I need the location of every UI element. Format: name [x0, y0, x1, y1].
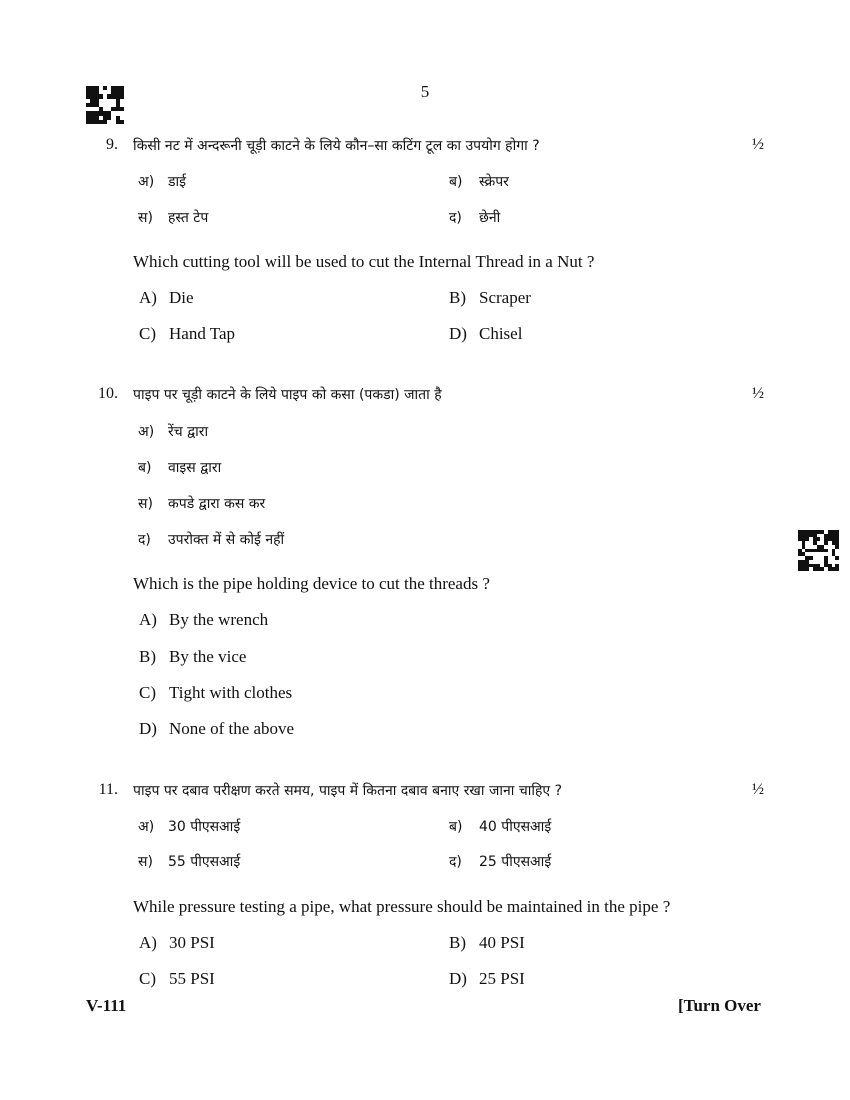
question-number: 11. — [98, 781, 118, 798]
option-hindi-a — [138, 422, 208, 441]
option-label: अ) — [138, 174, 155, 190]
option-text: रेंच द्वारा — [168, 424, 209, 440]
qr-cell — [835, 567, 839, 571]
option-english-c — [139, 683, 292, 703]
option-text: Scraper — [479, 288, 531, 307]
qr-cell — [120, 120, 124, 124]
option-text: उपरोक्त में से कोई नहीं — [168, 532, 285, 548]
option-hindi-b — [138, 458, 221, 477]
option-label: ब) — [449, 819, 463, 835]
option-english-c — [139, 969, 215, 989]
option-english-b — [449, 288, 531, 308]
option-label: द) — [449, 210, 462, 226]
option-label: D) — [449, 324, 467, 343]
option-label: B) — [449, 933, 466, 952]
option-english-c — [139, 324, 235, 344]
option-text: 25 पीएसआई — [479, 854, 552, 870]
option-label: अ) — [138, 819, 155, 835]
question-number: 10. — [98, 385, 118, 402]
question-marks: ½ — [752, 385, 764, 402]
option-label: A) — [139, 933, 157, 952]
question-text-hindi: पाइप पर दबाव परीक्षण करते समय, पाइप में कितना दबाव बनाए रखा जाना चाहिए ? — [133, 783, 563, 799]
option-text: हस्त टेप — [168, 210, 209, 226]
option-hindi-d — [138, 530, 284, 549]
option-text: 40 PSI — [479, 933, 525, 952]
option-text: छेनी — [479, 210, 501, 226]
option-text: None of the above — [169, 719, 295, 738]
option-label: द) — [449, 854, 462, 870]
option-text: वाइस द्वारा — [168, 460, 222, 476]
option-english-b — [139, 647, 246, 667]
question-marks: ½ — [752, 781, 764, 798]
option-english-d — [449, 969, 525, 989]
option-english-a — [139, 933, 215, 953]
option-hindi-c — [138, 494, 265, 513]
option-hindi-c — [138, 852, 240, 871]
option-english-d — [139, 719, 294, 739]
option-text: 30 पीएसआई — [168, 819, 241, 835]
option-text: 55 पीएसआई — [168, 854, 241, 870]
option-hindi-d — [449, 208, 500, 227]
option-english-a — [139, 288, 194, 308]
option-text: Die — [169, 288, 194, 307]
option-hindi-d — [449, 852, 551, 871]
question-text-hindi: पाइप पर चूड़ी काटने के लिये पाइप को कसा (पकडा) जाता है — [133, 387, 442, 403]
question-number: 9. — [106, 136, 118, 153]
option-english-a — [139, 610, 268, 630]
question-text-english: While pressure testing a pipe, what pressure should be maintained in the pipe ? — [133, 897, 671, 916]
option-hindi-c — [138, 208, 208, 227]
question-text-english: Which is the pipe holding device to cut the threads ? — [133, 574, 490, 593]
option-text: Hand Tap — [169, 324, 236, 343]
option-text: By the vice — [169, 647, 247, 666]
option-label: A) — [139, 610, 157, 629]
option-text: 25 PSI — [479, 969, 525, 988]
option-hindi-b — [449, 172, 509, 191]
question-text-hindi: किसी नट में अन्दरूनी चूड़ी काटने के लिये कौन–सा कटिंग टूल का उपयोग होगा ? — [133, 138, 540, 154]
option-hindi-a — [138, 817, 240, 836]
option-label: D) — [139, 719, 157, 738]
option-label: C) — [139, 969, 156, 988]
option-label: D) — [449, 969, 467, 988]
option-label: A) — [139, 288, 157, 307]
option-label: C) — [139, 324, 156, 343]
option-hindi-a — [138, 172, 186, 191]
option-text: कपडे द्वारा कस कर — [168, 496, 266, 512]
option-label: ब) — [449, 174, 463, 190]
question-text-english: Which cutting tool will be used to cut the Internal Thread in a Nut ? — [133, 252, 595, 271]
option-text: By the wrench — [169, 610, 269, 629]
option-label: B) — [449, 288, 466, 307]
paper-code: V-111 — [86, 996, 127, 1015]
option-text: डाई — [168, 174, 186, 190]
turn-over-label: [Turn Over — [678, 996, 761, 1015]
option-label: C) — [139, 683, 156, 702]
option-label: ब) — [138, 460, 152, 476]
option-label: द) — [138, 532, 151, 548]
option-label: स) — [138, 210, 153, 226]
question-marks: ½ — [752, 136, 764, 153]
option-text: Tight with clothes — [169, 683, 293, 702]
option-text: 55 PSI — [169, 969, 215, 988]
page-number: 5 — [420, 82, 430, 101]
option-label: अ) — [138, 424, 155, 440]
option-text: 30 PSI — [169, 933, 215, 952]
option-text: स्क्रेपर — [479, 174, 509, 190]
option-hindi-b — [449, 817, 551, 836]
option-text: 40 पीएसआई — [479, 819, 552, 835]
option-label: स) — [138, 854, 153, 870]
option-english-d — [449, 324, 522, 344]
option-label: B) — [139, 647, 156, 666]
qr-code-side — [798, 530, 839, 571]
option-text: Chisel — [479, 324, 523, 343]
option-english-b — [449, 933, 525, 953]
option-label: स) — [138, 496, 153, 512]
